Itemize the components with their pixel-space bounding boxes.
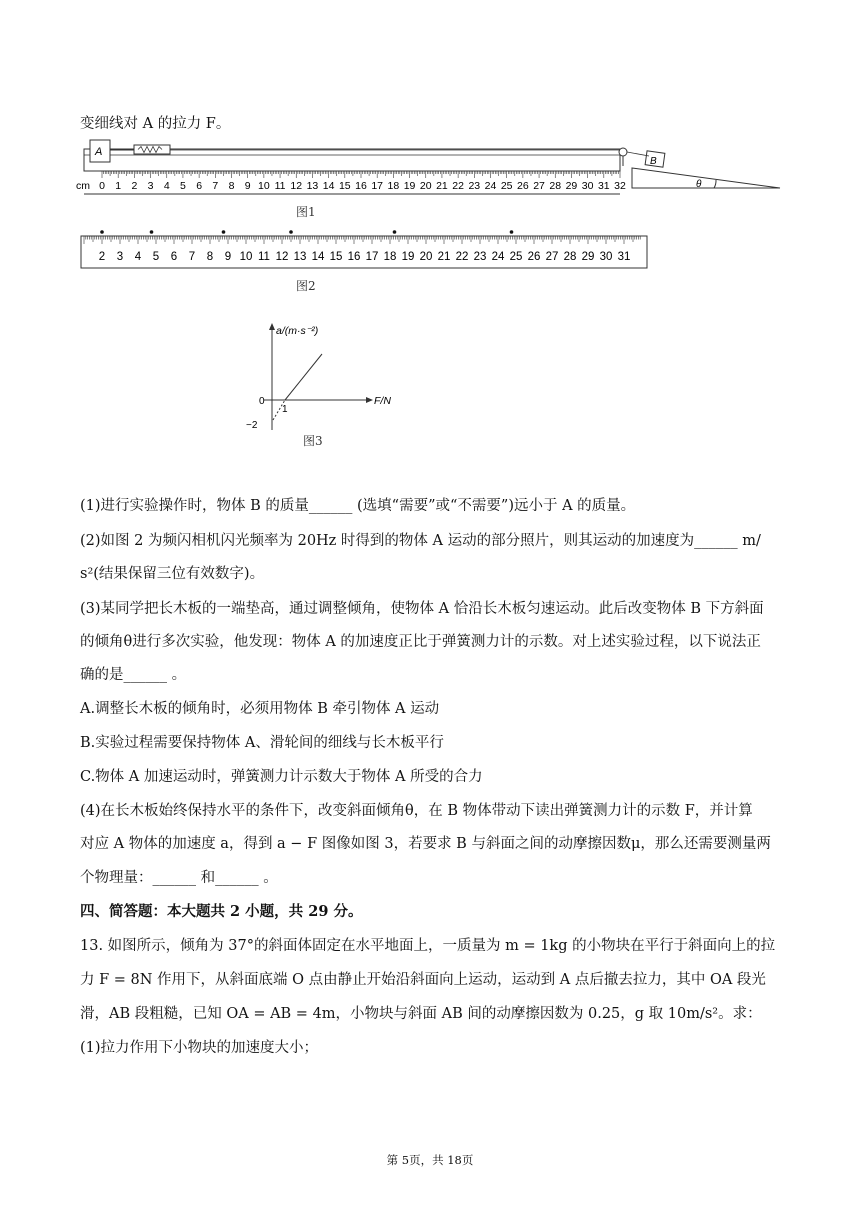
ruler-1-tick-label: 4 [163, 180, 170, 192]
block-b-label: B [650, 156, 657, 167]
strobe-dot [100, 230, 104, 234]
ruler-1-tick-label: 14 [322, 180, 335, 192]
problem-13-question-1: (1)拉力作用下小物块的加速度大小； [80, 1040, 319, 1056]
ruler-2-tick-label: 15 [329, 251, 343, 263]
pulley [619, 148, 627, 156]
incline [632, 168, 780, 188]
ruler-2-tick-label: 18 [383, 251, 397, 263]
ruler-1-tick-label: 17 [371, 180, 384, 192]
question-4-line-2: 对应 A 物体的加速度 a，得到 a − F 图像如图 3，若要求 B 与斜面之间的动摩擦因数μ，那么还需要测量两 [80, 836, 771, 852]
y-intercept-label: −2 [246, 420, 258, 431]
figure-3-caption: 图3 [303, 434, 323, 448]
ruler-1-tick-label: 26 [517, 180, 529, 192]
x-axis-label: F/N [374, 395, 391, 407]
ruler-1-tick-label: 6 [196, 180, 203, 192]
ruler-1-tick-label: 29 [565, 180, 578, 192]
ruler-2-tick-label: 20 [419, 251, 433, 263]
y-axis-label: a/(m·s⁻²) [276, 325, 319, 337]
ruler-1-tick-label: 3 [147, 180, 154, 192]
ruler-2-tick-label: 25 [509, 251, 523, 263]
figure-1-caption: 图1 [296, 205, 316, 219]
problem-13-line-1: 13. 如图所示，倾角为 37°的斜面体固定在水平地面上，一质量为 m = 1kg 的小物块在平行于斜面向上的拉 [80, 938, 776, 954]
ruler-2-tick-label: 3 [116, 251, 124, 263]
ruler-2-tick-label: 31 [617, 251, 631, 263]
ruler-2-tick-label: 29 [581, 251, 595, 263]
ruler-1-tick-label: 15 [338, 180, 351, 192]
ruler-1-tick-label: 28 [549, 180, 562, 192]
page-footer: 第 5页，共 18页 [386, 1153, 474, 1167]
ruler-2-tick-label: 24 [491, 251, 505, 263]
ruler-1-tick-label: 27 [533, 180, 545, 192]
ruler-2-tick-label: 8 [206, 251, 214, 263]
ruler-1-tick-label: 24 [484, 180, 497, 192]
ruler-1-tick-label: 0 [99, 180, 105, 192]
ruler-2-tick-label: 12 [275, 251, 289, 263]
ruler-1-tick-label: 13 [306, 180, 319, 192]
ruler-2-tick-label: 5 [152, 251, 160, 263]
ruler-2-tick-label: 9 [224, 251, 232, 263]
ruler-1-tick-label: 11 [274, 180, 286, 192]
ruler-1-tick-label: 31 [597, 180, 610, 192]
question-3-line-2: 的倾角θ进行多次实验，他发现：物体 A 的加速度正比于弹簧测力计的示数。对上述实验过程，以下说法正 [80, 634, 761, 650]
question-2-line-2: s²(结果保留三位有效数字)。 [80, 566, 265, 582]
figure-2 [80, 226, 652, 272]
ruler-2 [81, 236, 647, 268]
ruler-1-tick-label: 1 [115, 180, 122, 192]
ruler-2-tick-label: 21 [437, 251, 451, 263]
x-intercept-label: 1 [282, 404, 288, 415]
ruler-2-tick-label: 30 [599, 251, 613, 263]
ruler-1-tick-label: 9 [244, 180, 251, 192]
ruler-1-ticks [102, 171, 620, 178]
ruler-2-tick-label: 27 [545, 251, 559, 263]
strobe-dot [510, 230, 514, 234]
option-b: B.实验过程需要保持物体 A、滑轮间的细线与长木板平行 [80, 735, 444, 751]
ruler-1-tick-label: 23 [468, 180, 481, 192]
ruler-2-tick-label: 6 [170, 251, 178, 263]
ruler-1-tick-label: 20 [419, 180, 432, 192]
ruler-2-tick-label: 7 [188, 251, 196, 263]
ruler-2-tick-label: 28 [563, 251, 577, 263]
strobe-dot [222, 230, 226, 234]
ruler-1-tick-label: 7 [212, 180, 219, 192]
ruler-2-tick-label: 22 [455, 251, 469, 263]
strobe-dot [289, 230, 293, 234]
ruler-1-unit: cm [76, 180, 90, 192]
ruler-1-tick-label: 21 [436, 180, 448, 192]
angle-label: θ [696, 179, 702, 190]
ruler-2-tick-label: 19 [401, 251, 415, 263]
option-c: C.物体 A 加速运动时，弹簧测力计示数大于物体 A 所受的合力 [80, 769, 483, 785]
question-4-line-1: (4)在长木板始终保持水平的条件下，改变斜面倾角θ，在 B 物体带动下读出弹簧测力计的示数 F，并计算 [80, 803, 753, 819]
section-heading: 四、简答题：本大题共 2 小题，共 29 分。 [80, 903, 363, 920]
block-a-label: A [95, 146, 103, 158]
question-2-line-1: (2)如图 2 为频闪相机闪光频率为 20Hz 时得到的物体 A 运动的部分照片，则其运动的加速度为______ m/ [80, 533, 761, 549]
ruler-1-tick-label: 16 [355, 180, 367, 192]
ruler-2-tick-label: 23 [473, 251, 487, 263]
ruler-2-tick-label: 2 [98, 251, 106, 263]
ruler-2-tick-label: 4 [134, 251, 142, 263]
intro-line: 变细线对 A 的拉力 F。 [80, 116, 231, 132]
ruler-2-tick-label: 17 [365, 251, 379, 263]
question-4-line-3: 个物理量：______ 和______ 。 [80, 870, 278, 886]
ruler-1-tick-label: 30 [581, 180, 594, 192]
ruler-1-tick-label: 10 [258, 180, 270, 192]
ruler-2-tick-label: 13 [293, 251, 307, 263]
ruler-2-tick-label: 14 [311, 251, 325, 263]
strobe-dot [393, 230, 397, 234]
figure-3-graph [240, 320, 410, 448]
problem-13-line-2: 力 F = 8N 作用下，从斜面底端 O 点由静止开始沿斜面向上运动，运动到 A 点后撤去拉力，其中 OA 段光 [80, 972, 766, 988]
graph-line [285, 354, 322, 400]
question-3-line-3: 确的是______ 。 [80, 667, 187, 683]
problem-13-line-3: 滑，AB 段粗糙，已知 OA = AB = 4m，小物块与斜面 AB 间的动摩擦因数为 0.25，g 取 10m/s²。求： [80, 1006, 762, 1022]
ruler-1-tick-label: 32 [614, 180, 626, 192]
figure-1 [74, 136, 786, 220]
ruler-1-tick-label: 12 [290, 180, 303, 192]
ruler-2-tick-label: 16 [347, 251, 361, 263]
ruler-1-tick-label: 19 [403, 180, 416, 192]
ruler-1-labels [99, 180, 626, 192]
ruler-2-tick-label: 26 [527, 251, 541, 263]
ruler-1-tick-label: 25 [500, 180, 513, 192]
figure-2-caption: 图2 [296, 279, 316, 293]
spring-scale [134, 145, 170, 154]
ruler-1-tick-label: 2 [131, 180, 138, 192]
question-1: (1)进行实验操作时，物体 B 的质量______ (选填“需要”或“不需要”)远小于 A 的质量。 [80, 498, 636, 514]
option-a: A.调整长木板的倾角时，必须用物体 B 牵引物体 A 运动 [80, 701, 440, 717]
ruler-1-tick-label: 8 [228, 180, 235, 192]
question-3-line-1: (3)某同学把长木板的一端垫高，通过调整倾角，使物体 A 恰沿长木板匀速运动。此后改变物体 B 下方斜面 [80, 601, 764, 617]
origin-label: 0 [259, 396, 265, 407]
ruler-1-tick-label: 18 [387, 180, 400, 192]
ruler-2-tick-label: 10 [239, 251, 253, 263]
strobe-dot [150, 230, 154, 234]
ruler-1-tick-label: 5 [180, 180, 186, 192]
ruler-1-tick-label: 22 [452, 180, 464, 192]
ruler-2-tick-label: 11 [258, 251, 270, 263]
